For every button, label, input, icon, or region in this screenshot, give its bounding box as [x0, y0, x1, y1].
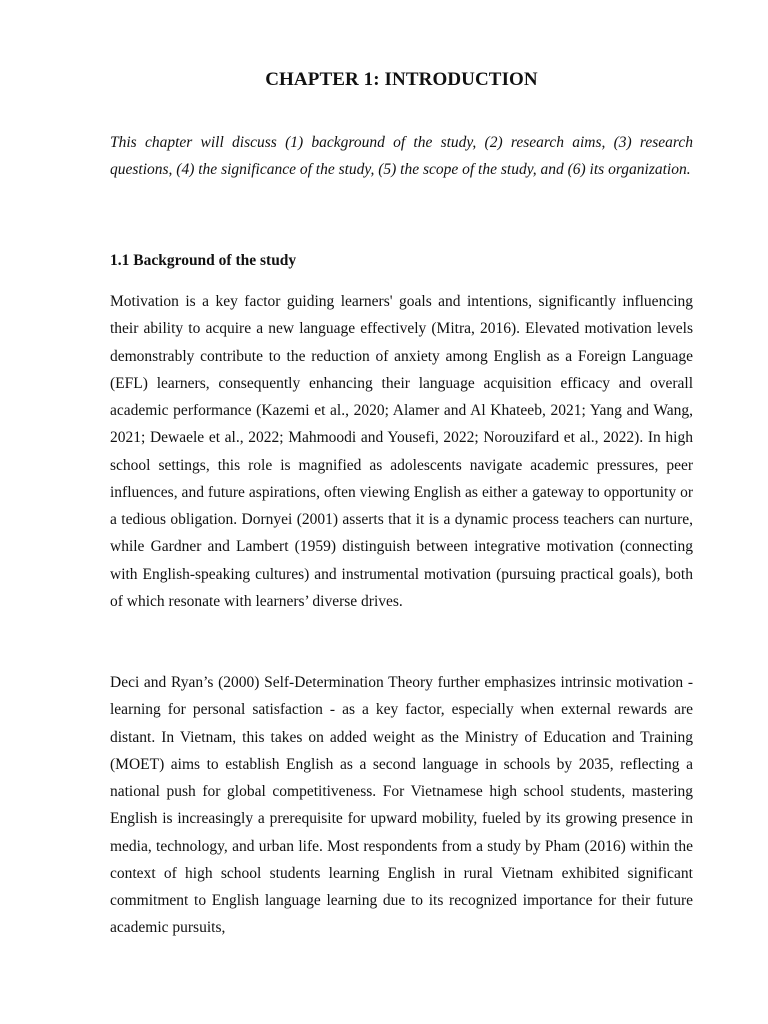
body-paragraph: Deci and Ryan’s (2000) Self-Determination Theory further emphasizes intrinsic motivation - learning for personal satisfaction - as a key factor, especially when external rewards are distant. In Vietnam, this takes on added weight as the Ministry of Education and Training (MOET) aims to establish English as a second language in schools by 2035, reflecting a national push for global competitiveness. For Vietnamese high school students, mastering English is increasingly a prerequisite for upward mobility, fueled by its growing presence in media, technology, and urban life. Most respondents from a study by Pham (2016) within the context of high school students learning English in rural Vietnam exhibited significant commitment to English language learning due to its recognized importance for their future academic pursuits,: [110, 674, 693, 937]
chapter-title: CHAPTER 1: INTRODUCTION: [265, 69, 538, 90]
body-paragraph: Motivation is a key factor guiding learners' goals and intentions, significantly influencing their ability to acquire a new language effectively (Mitra, 2016). Elevated motivation levels demonstrably contribute to the reduction of anxiety among English as a Foreign Language (EFL) learners, consequently enhancing their language acquisition efficacy and overall academic performance (Kazemi et al., 2020; Alamer and Al Khateeb, 2021; Yang and Wang, 2021; Dewaele et al., 2022; Mahmoodi and Yousefi, 2022; Norouzifard et al., 2022). In high school settings, this role is magnified as adolescents navigate academic pressures, peer influences, and future aspirations, often viewing English as either a gateway to opportunity or a tedious obligation. Dornyei (2001) asserts that it is a dynamic process teachers can nurture, while Gardner and Lambert (1959) distinguish between integrative motivation (connecting with English-speaking cultures) and instrumental motivation (pursuing practical goals), both of which resonate with learners’ diverse drives.: [110, 293, 693, 610]
chapter-intro: This chapter will discuss (1) background of the study, (2) research aims, (3) research questions, (4) the significance of the study, (5) the scope of the study, and (6) its organization.: [110, 134, 693, 179]
section-heading: 1.1 Background of the study: [110, 252, 297, 269]
